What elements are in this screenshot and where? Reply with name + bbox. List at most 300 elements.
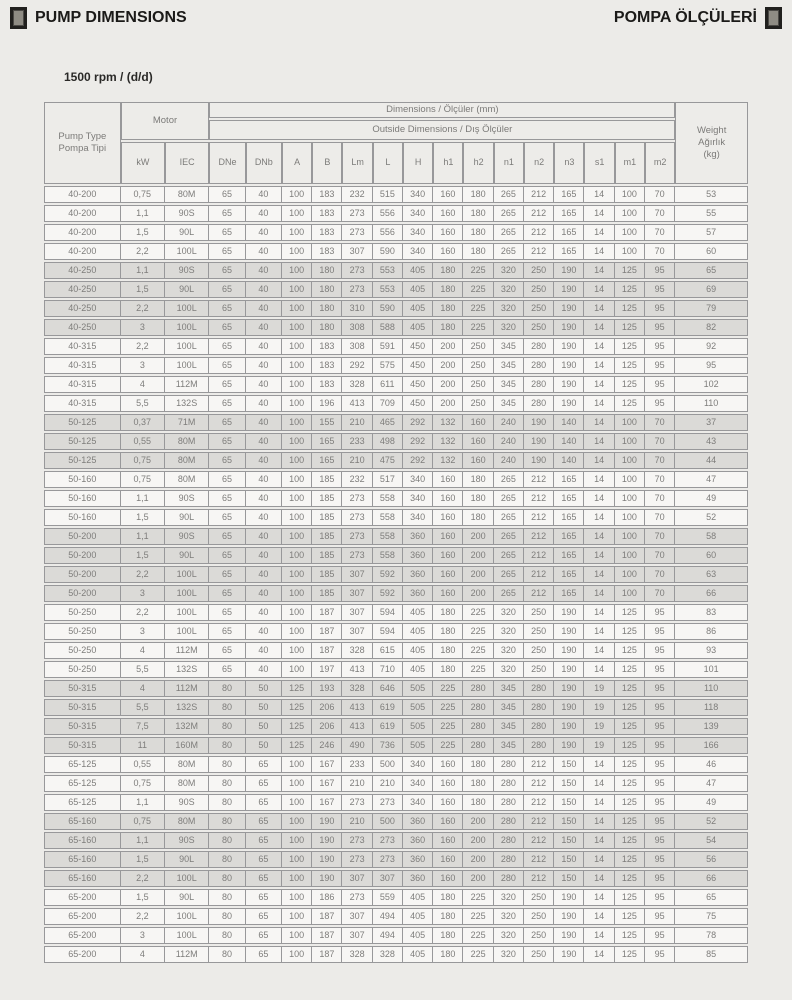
value-cell: 206 [312, 718, 342, 735]
value-cell: 591 [373, 338, 403, 355]
value-cell: 125 [615, 300, 645, 317]
pump-type-cell: 65-160 [44, 813, 121, 830]
value-cell: 307 [342, 870, 372, 887]
value-cell: 165 [554, 566, 584, 583]
pump-type-cell: 50-200 [44, 547, 121, 564]
value-cell: 590 [373, 243, 403, 260]
value-cell: 90L [165, 509, 209, 526]
value-cell: 65 [246, 794, 282, 811]
value-cell: 40 [246, 452, 282, 469]
value-cell: 95 [645, 281, 675, 298]
value-cell: 183 [312, 205, 342, 222]
column-header-h2: h2 [463, 142, 493, 184]
value-cell: 183 [312, 243, 342, 260]
table-row [44, 262, 748, 279]
value-cell: 70 [645, 547, 675, 564]
value-cell: 125 [615, 870, 645, 887]
value-cell: 100 [282, 490, 312, 507]
value-cell: 125 [615, 680, 645, 697]
pump-type-cell: 40-200 [44, 224, 121, 241]
value-cell: 240 [494, 414, 524, 431]
column-header-h1: h1 [433, 142, 463, 184]
value-cell: 65 [209, 357, 245, 374]
table-row [44, 376, 748, 393]
value-cell: 250 [524, 300, 554, 317]
pump-type-cell: 65-160 [44, 851, 121, 868]
value-cell: 125 [615, 813, 645, 830]
value-cell: 212 [524, 224, 554, 241]
value-cell: 14 [584, 946, 614, 963]
value-cell: 95 [645, 946, 675, 963]
value-cell: 65 [209, 243, 245, 260]
value-cell: 100 [282, 566, 312, 583]
value-cell: 167 [312, 794, 342, 811]
value-cell: 273 [342, 832, 372, 849]
value-cell: 14 [584, 376, 614, 393]
title-bar [0, 0, 792, 29]
pump-type-cell: 65-200 [44, 946, 121, 963]
value-cell: 405 [403, 661, 433, 678]
value-cell: 40 [246, 433, 282, 450]
value-cell: 225 [463, 889, 493, 906]
value-cell: 280 [524, 395, 554, 412]
value-cell: 1,1 [121, 794, 165, 811]
value-cell: 160 [433, 547, 463, 564]
value-cell: 200 [433, 357, 463, 374]
value-cell: 65 [246, 775, 282, 792]
value-cell: 150 [554, 756, 584, 773]
value-cell: 505 [403, 737, 433, 754]
value-cell: 14 [584, 756, 614, 773]
value-cell: 212 [524, 870, 554, 887]
value-cell: 90S [165, 794, 209, 811]
value-cell: 95 [645, 642, 675, 659]
value-cell: 14 [584, 452, 614, 469]
value-cell: 225 [433, 680, 463, 697]
value-cell: 340 [403, 205, 433, 222]
column-header-A: A [282, 142, 312, 184]
value-cell: 320 [494, 623, 524, 640]
value-cell: 100 [282, 224, 312, 241]
table-row [44, 813, 748, 830]
value-cell: 328 [342, 680, 372, 697]
table-row [44, 414, 748, 431]
value-cell: 206 [312, 699, 342, 716]
value-cell: 14 [584, 661, 614, 678]
value-cell: 183 [312, 186, 342, 203]
value-cell: 225 [463, 661, 493, 678]
table-row [44, 794, 748, 811]
pump-type-cell: 40-250 [44, 262, 121, 279]
value-cell: 65 [246, 927, 282, 944]
value-cell: 160 [433, 775, 463, 792]
value-cell: 190 [554, 908, 584, 925]
value-cell: 65 [209, 547, 245, 564]
value-cell: 90L [165, 851, 209, 868]
value-cell: 225 [463, 281, 493, 298]
value-cell: 14 [584, 547, 614, 564]
value-cell: 280 [524, 680, 554, 697]
value-cell: 190 [554, 300, 584, 317]
value-cell: 65 [209, 300, 245, 317]
value-cell: 307 [342, 585, 372, 602]
value-cell: 190 [312, 813, 342, 830]
page-title-en: PUMP DIMENSIONS [35, 9, 187, 26]
value-cell: 180 [463, 205, 493, 222]
value-cell: 3 [121, 623, 165, 640]
value-cell: 180 [433, 946, 463, 963]
value-cell: 3 [121, 319, 165, 336]
table-row [44, 509, 748, 526]
value-cell: 265 [494, 585, 524, 602]
value-cell: 11 [121, 737, 165, 754]
value-cell: 160 [433, 243, 463, 260]
value-cell: 100 [282, 775, 312, 792]
value-cell: 125 [282, 699, 312, 716]
value-cell: 150 [554, 775, 584, 792]
value-cell: 280 [463, 718, 493, 735]
value-cell: 112M [165, 376, 209, 393]
value-cell: 307 [342, 927, 372, 944]
table-row [44, 395, 748, 412]
value-cell: 65 [209, 319, 245, 336]
table-row [44, 338, 748, 355]
value-cell: 125 [615, 357, 645, 374]
value-cell: 160 [433, 224, 463, 241]
value-cell: 100 [282, 395, 312, 412]
pump-type-cell: 50-315 [44, 699, 121, 716]
value-cell: 556 [373, 224, 403, 241]
value-cell: 180 [312, 281, 342, 298]
value-cell: 125 [615, 927, 645, 944]
title-left-group [10, 7, 187, 29]
value-cell: 100L [165, 870, 209, 887]
value-cell: 1,5 [121, 281, 165, 298]
value-cell: 132 [433, 414, 463, 431]
value-cell: 125 [615, 737, 645, 754]
value-cell: 413 [342, 699, 372, 716]
value-cell: 125 [615, 376, 645, 393]
value-cell: 160 [433, 566, 463, 583]
value-cell: 40 [246, 338, 282, 355]
pump-type-cell: 50-160 [44, 471, 121, 488]
value-cell: 450 [403, 395, 433, 412]
value-cell: 160 [433, 186, 463, 203]
value-cell: 160 [433, 205, 463, 222]
pump-type-cell: 40-200 [44, 205, 121, 222]
value-cell: 345 [494, 338, 524, 355]
value-cell: 240 [494, 433, 524, 450]
pump-type-cell: 40-315 [44, 338, 121, 355]
value-cell: 280 [494, 832, 524, 849]
table-row [44, 642, 748, 659]
value-cell: 65 [246, 870, 282, 887]
value-cell: 100L [165, 300, 209, 317]
value-cell: 340 [403, 775, 433, 792]
pump-type-cell: 50-250 [44, 623, 121, 640]
value-cell: 212 [524, 851, 554, 868]
value-cell: 190 [554, 604, 584, 621]
value-cell: 494 [373, 908, 403, 925]
value-cell: 180 [463, 490, 493, 507]
value-cell: 405 [403, 642, 433, 659]
value-cell: 185 [312, 528, 342, 545]
table-row [44, 680, 748, 697]
value-cell: 280 [494, 870, 524, 887]
value-cell: 80M [165, 813, 209, 830]
value-cell: 125 [615, 699, 645, 716]
value-cell: 273 [342, 547, 372, 564]
weight-cell: 60 [675, 547, 748, 564]
value-cell: 132 [433, 433, 463, 450]
value-cell: 232 [342, 471, 372, 488]
value-cell: 273 [342, 509, 372, 526]
value-cell: 190 [554, 376, 584, 393]
value-cell: 210 [373, 775, 403, 792]
value-cell: 100 [282, 832, 312, 849]
pump-type-cell: 50-315 [44, 680, 121, 697]
value-cell: 615 [373, 642, 403, 659]
table-row [44, 433, 748, 450]
value-cell: 65 [209, 490, 245, 507]
value-cell: 345 [494, 718, 524, 735]
value-cell: 212 [524, 775, 554, 792]
value-cell: 5,5 [121, 395, 165, 412]
table-row [44, 319, 748, 336]
value-cell: 65 [246, 756, 282, 773]
value-cell: 80 [209, 813, 245, 830]
value-cell: 65 [246, 851, 282, 868]
value-cell: 100L [165, 908, 209, 925]
value-cell: 180 [463, 186, 493, 203]
value-cell: 14 [584, 281, 614, 298]
value-cell: 150 [554, 832, 584, 849]
value-cell: 196 [312, 395, 342, 412]
column-header-DNe: DNe [209, 142, 245, 184]
value-cell: 65 [209, 471, 245, 488]
page-title-tr: POMPA ÖLÇÜLERİ [613, 9, 757, 26]
value-cell: 240 [494, 452, 524, 469]
value-cell: 200 [433, 376, 463, 393]
value-cell: 233 [342, 756, 372, 773]
value-cell: 558 [373, 509, 403, 526]
value-cell: 185 [312, 547, 342, 564]
value-cell: 280 [524, 338, 554, 355]
value-cell: 225 [463, 604, 493, 621]
value-cell: 490 [342, 737, 372, 754]
value-cell: 0,55 [121, 433, 165, 450]
value-cell: 200 [463, 547, 493, 564]
value-cell: 14 [584, 262, 614, 279]
pump-type-cell: 65-200 [44, 908, 121, 925]
value-cell: 307 [342, 908, 372, 925]
value-cell: 14 [584, 471, 614, 488]
value-cell: 65 [209, 376, 245, 393]
weight-cell: 78 [675, 927, 748, 944]
table-row [44, 281, 748, 298]
pump-type-cell: 50-200 [44, 566, 121, 583]
value-cell: 320 [494, 946, 524, 963]
value-cell: 95 [645, 737, 675, 754]
value-cell: 265 [494, 528, 524, 545]
value-cell: 125 [615, 262, 645, 279]
value-cell: 100 [282, 338, 312, 355]
value-cell: 225 [463, 262, 493, 279]
value-cell: 558 [373, 490, 403, 507]
value-cell: 132S [165, 395, 209, 412]
weight-cell: 101 [675, 661, 748, 678]
value-cell: 360 [403, 832, 433, 849]
value-cell: 345 [494, 395, 524, 412]
value-cell: 2,2 [121, 338, 165, 355]
value-cell: 360 [403, 813, 433, 830]
value-cell: 65 [209, 661, 245, 678]
value-cell: 125 [615, 946, 645, 963]
value-cell: 14 [584, 908, 614, 925]
pump-type-cell: 50-125 [44, 414, 121, 431]
value-cell: 14 [584, 300, 614, 317]
value-cell: 80M [165, 775, 209, 792]
value-cell: 360 [403, 585, 433, 602]
value-cell: 185 [312, 566, 342, 583]
value-cell: 95 [645, 756, 675, 773]
value-cell: 280 [524, 357, 554, 374]
value-cell: 592 [373, 585, 403, 602]
value-cell: 140 [554, 414, 584, 431]
value-cell: 190 [554, 642, 584, 659]
value-cell: 80M [165, 471, 209, 488]
value-cell: 292 [342, 357, 372, 374]
value-cell: 40 [246, 205, 282, 222]
value-cell: 90L [165, 547, 209, 564]
value-cell: 100 [282, 813, 312, 830]
value-cell: 80 [209, 889, 245, 906]
pump-type-cell: 50-160 [44, 490, 121, 507]
weight-cell: 47 [675, 775, 748, 792]
value-cell: 225 [463, 300, 493, 317]
value-cell: 190 [554, 395, 584, 412]
weight-cell: 58 [675, 528, 748, 545]
value-cell: 280 [524, 737, 554, 754]
value-cell: 183 [312, 224, 342, 241]
value-cell: 190 [312, 870, 342, 887]
table-row [44, 300, 748, 317]
value-cell: 180 [433, 319, 463, 336]
value-cell: 14 [584, 566, 614, 583]
value-cell: 212 [524, 794, 554, 811]
value-cell: 160 [433, 585, 463, 602]
pump-type-cell: 50-250 [44, 661, 121, 678]
pump-type-cell: 40-315 [44, 376, 121, 393]
table-row [44, 832, 748, 849]
value-cell: 14 [584, 395, 614, 412]
value-cell: 112M [165, 642, 209, 659]
value-cell: 180 [433, 604, 463, 621]
value-cell: 340 [403, 243, 433, 260]
value-cell: 494 [373, 927, 403, 944]
value-cell: 307 [342, 566, 372, 583]
value-cell: 1,5 [121, 547, 165, 564]
value-cell: 619 [373, 699, 403, 716]
weight-cell: 63 [675, 566, 748, 583]
value-cell: 183 [312, 376, 342, 393]
table-row [44, 547, 748, 564]
column-header-pump-type [44, 102, 121, 184]
weight-cell: 139 [675, 718, 748, 735]
value-cell: 190 [312, 851, 342, 868]
weight-cell: 86 [675, 623, 748, 640]
value-cell: 40 [246, 319, 282, 336]
value-cell: 360 [403, 870, 433, 887]
value-cell: 70 [645, 528, 675, 545]
value-cell: 250 [524, 319, 554, 336]
value-cell: 210 [342, 775, 372, 792]
value-cell: 70 [645, 566, 675, 583]
table-row [44, 224, 748, 241]
value-cell: 65 [209, 452, 245, 469]
value-cell: 450 [403, 338, 433, 355]
value-cell: 212 [524, 243, 554, 260]
value-cell: 200 [463, 585, 493, 602]
value-cell: 594 [373, 604, 403, 621]
value-cell: 0,75 [121, 452, 165, 469]
value-cell: 413 [342, 395, 372, 412]
value-cell: 328 [373, 946, 403, 963]
value-cell: 100 [615, 471, 645, 488]
value-cell: 180 [433, 661, 463, 678]
weight-cell: 52 [675, 509, 748, 526]
value-cell: 100 [615, 243, 645, 260]
value-cell: 125 [282, 718, 312, 735]
value-cell: 40 [246, 623, 282, 640]
value-cell: 590 [373, 300, 403, 317]
value-cell: 14 [584, 528, 614, 545]
value-cell: 14 [584, 205, 614, 222]
value-cell: 100 [282, 262, 312, 279]
weight-label-tr: Ağırlık [698, 137, 726, 149]
value-cell: 187 [312, 927, 342, 944]
value-cell: 575 [373, 357, 403, 374]
value-cell: 3 [121, 357, 165, 374]
value-cell: 3 [121, 927, 165, 944]
value-cell: 212 [524, 186, 554, 203]
value-cell: 180 [312, 300, 342, 317]
weight-cell: 85 [675, 946, 748, 963]
value-cell: 165 [554, 509, 584, 526]
value-cell: 100L [165, 566, 209, 583]
value-cell: 40 [246, 547, 282, 564]
table-row [44, 566, 748, 583]
value-cell: 155 [312, 414, 342, 431]
value-cell: 280 [494, 756, 524, 773]
value-cell: 19 [584, 718, 614, 735]
value-cell: 100 [282, 433, 312, 450]
value-cell: 40 [246, 243, 282, 260]
value-cell: 225 [463, 908, 493, 925]
value-cell: 646 [373, 680, 403, 697]
value-cell: 95 [645, 927, 675, 944]
value-cell: 498 [373, 433, 403, 450]
value-cell: 160 [433, 490, 463, 507]
value-cell: 95 [645, 718, 675, 735]
value-cell: 90L [165, 281, 209, 298]
value-cell: 556 [373, 205, 403, 222]
value-cell: 212 [524, 813, 554, 830]
value-cell: 190 [554, 338, 584, 355]
value-cell: 594 [373, 623, 403, 640]
value-cell: 611 [373, 376, 403, 393]
table-row [44, 471, 748, 488]
